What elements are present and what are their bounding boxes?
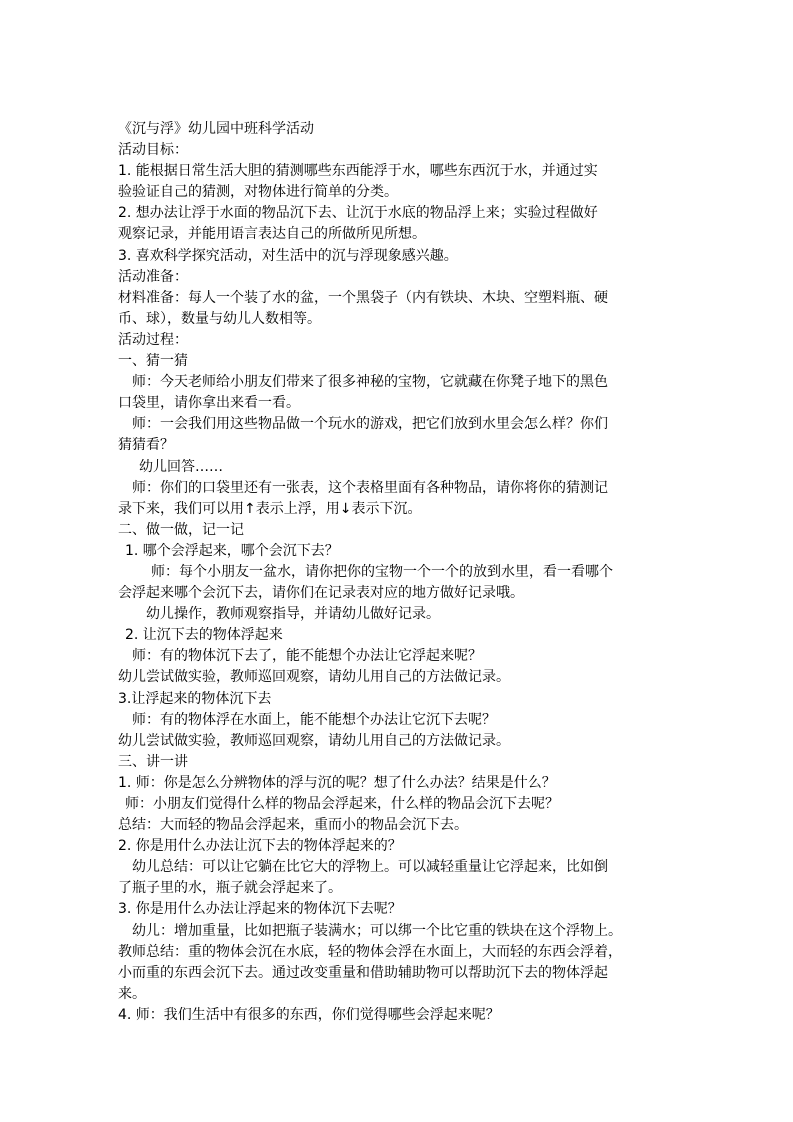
text-line: 总结：大而轻的物品会浮起来，重而小的物品会沉下去。 [118, 817, 468, 834]
text-line: 幼儿总结：可以让它躺在比它大的浮物上。可以减轻重量让它浮起来，比如倒 [132, 859, 608, 876]
section-heading: 活动过程： [118, 331, 188, 348]
section-heading: 一、猜一猜 [118, 353, 188, 370]
text-line: 3.让浮起来的物体沉下去 [118, 690, 272, 707]
text-line: 师：小朋友们觉得什么样的物品会浮起来，什么样的物品会沉下去呢？ [125, 796, 559, 812]
text-line: 1. 哪个会浮起来，哪个会沉下去？ [125, 542, 339, 559]
section-heading: 活动目标： [118, 142, 188, 159]
text-line: 师：有的物体浮在水面上，能不能想个办法让它沉下去呢？ [132, 711, 496, 728]
text-line: 猜猜看？ [118, 437, 174, 454]
text-line: 了瓶子里的水，瓶子就会浮起来了。 [118, 880, 342, 897]
text-line: 幼儿回答…… [139, 458, 223, 475]
text-line: 观察记录，并能用语言表达自己的所做所见所想。 [118, 226, 426, 243]
text-line: 师：有的物体沉下去了，能不能想个办法让它浮起来呢？ [132, 648, 482, 665]
text-line: 币、球），数量与幼儿人数相等。 [118, 310, 321, 327]
text-line: 会浮起来哪个会沉下去，请你们在记录表对应的地方做好记录哦。 [118, 585, 524, 602]
text-line: 来。 [118, 985, 146, 1002]
text-line: 教师总结：重的物体会沉在水底，轻的物体会浮在水面上，大而轻的东西会浮着， [118, 943, 622, 960]
section-heading: 三、讲一讲 [118, 753, 188, 770]
text-line: 2. 想办法让浮于水面的物品沉下去、让沉于水底的物品浮上来；实验过程做好 [118, 205, 598, 222]
text-line: 口袋里，请你拿出来看一看。 [118, 395, 300, 412]
text-line: 2. 你是用什么办法让沉下去的物体浮起来的？ [118, 838, 402, 855]
section-heading: 活动准备： [118, 268, 188, 285]
text-line: 幼儿尝试做实验，教师巡回观察，请幼儿用自己的方法做记录。 [118, 732, 510, 749]
section-heading: 二、做一做，记一记 [118, 521, 244, 538]
text-line: 验验证自己的猜测，对物体进行简单的分类。 [118, 184, 398, 201]
text-line: 3. 你是用什么办法让浮起来的物体沉下去呢？ [118, 901, 402, 918]
text-line: 师：今天老师给小朋友们带来了很多神秘的宝物，它就藏在你凳子地下的黑色 [132, 374, 608, 391]
text-line: 3. 喜欢科学探究活动，对生活中的沉与浮现象感兴趣。 [118, 247, 458, 264]
text-line: 幼儿操作，教师观察指导，并请幼儿做好记录。 [146, 606, 440, 623]
document-title: 《沉与浮》幼儿园中班科学活动 [118, 121, 314, 137]
text-line: 幼儿尝试做实验，教师巡回观察，请幼儿用自己的方法做记录。 [118, 669, 510, 686]
text-line: 师：一会我们用这些物品做一个玩水的游戏，把它们放到水里会怎么样？你们 [132, 416, 608, 433]
text-line: 4. 师：我们生活中有很多的东西，你们觉得哪些会浮起来呢？ [118, 1006, 500, 1023]
text-line: 2. 让沉下去的物体浮起来 [125, 627, 283, 644]
text-line: 幼儿：增加重量，比如把瓶子装满水；可以绑一个比它重的铁块在这个浮物上。 [132, 922, 622, 939]
text-line: 材料准备：每人一个装了水的盆，一个黑袋子（内有铁块、木块、空塑料瓶、硬 [118, 289, 608, 306]
text-line: 1. 师：你是怎么分辨物体的浮与沉的呢？想了什么办法？结果是什么？ [118, 774, 556, 791]
text-line: 小而重的东西会沉下去。通过改变重量和借助辅助物可以帮助沉下去的物体浮起 [118, 964, 608, 981]
text-line: 师：你们的口袋里还有一张表，这个表格里面有各种物品，请你将你的猜测记 [132, 479, 608, 496]
text-line: 1. 能根据日常生活大胆的猜测哪些东西能浮于水，哪些东西沉于水，并通过实 [118, 163, 598, 180]
text-line: 师：每个小朋友一盆水，请你把你的宝物一个一个的放到水里，看一看哪个 [151, 563, 613, 580]
text-line: 录下来，我们可以用↑表示上浮，用↓表示下沉。 [118, 500, 422, 517]
document-body [118, 119, 678, 1026]
